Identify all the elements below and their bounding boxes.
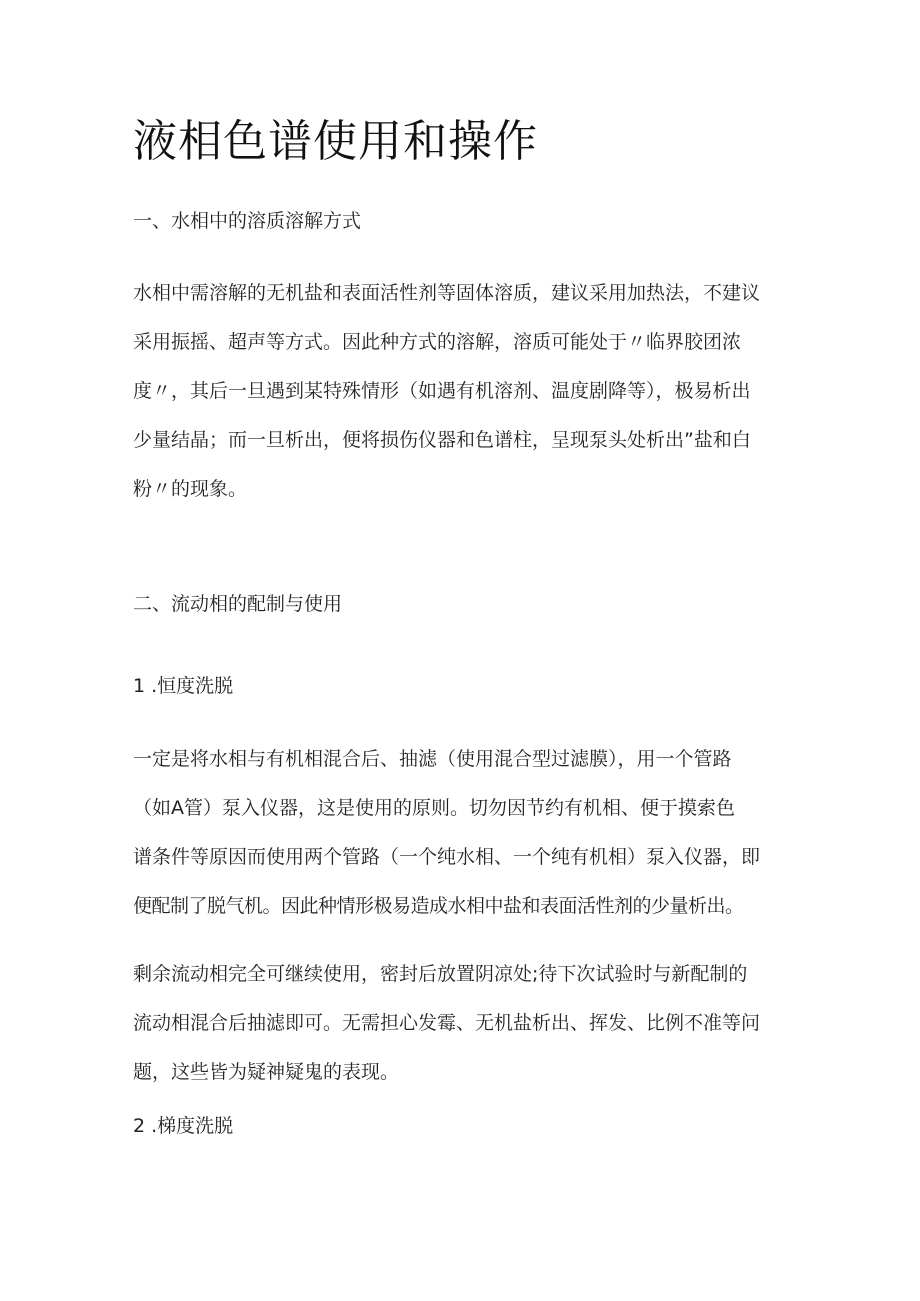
paragraph-line: 粉〃的现象。 — [133, 478, 248, 500]
paragraph-line: 度〃，其后一旦遇到某特殊情形（如遇有机溶剂、温度剧降等），极易析出 — [133, 380, 751, 402]
subsection-2-heading: 2 .梯度洗脱 — [133, 1115, 234, 1137]
paragraph-line: 谱条件等原因而使用两个管路（一个纯水相、一个纯有机相）泵入仪器，即 — [133, 846, 761, 868]
paragraph-line: 流动相混合后抽滤即可。无需担心发霉、无机盐析出、挥发、比例不准等问 — [133, 1012, 761, 1034]
subsection-1-heading: 1 .恒度洗脱 — [133, 675, 234, 697]
subsection-1-paragraph-2 — [133, 950, 799, 1097]
paragraph-line: 便配制了脱气机。因此种情形极易造成水相中盐和表面活性剂的少量析出。 — [133, 895, 744, 917]
page-title: 液相色谱使用和操作 — [133, 116, 538, 167]
paragraph-line: 水相中需溶解的无机盐和表面活性剂等固体溶质，建议采用加热法，不建议 — [133, 282, 761, 304]
paragraph-line: 题，这些皆为疑神疑鬼的表现。 — [133, 1061, 400, 1083]
paragraph-line: 剩余流动相完全可继续使用，密封后放置阴凉处;待下次试验时与新配制的 — [133, 963, 748, 985]
paragraph-line: 少量结晶；而一旦析出，便将损伤仪器和色谱柱，呈现泵头处析出”盐和白 — [133, 429, 751, 451]
paragraph-line: 采用振摇、超声等方式。因此种方式的溶解，溶质可能处于〃临界胶团浓 — [133, 331, 742, 353]
paragraph-line: （如A管）泵入仪器，这是使用的原则。切勿因节约有机相、便于摸索色 — [133, 797, 735, 819]
section-1-paragraph — [133, 269, 799, 514]
section-2-heading: 二、流动相的配制与使用 — [133, 593, 343, 615]
subsection-1-paragraph-1 — [133, 735, 799, 931]
paragraph-line: 一定是将水相与有机相混合后、抽滤（使用混合型过滤膜），用一个管路 — [133, 748, 732, 770]
section-1-heading: 一、水相中的溶质溶解方式 — [133, 210, 362, 232]
